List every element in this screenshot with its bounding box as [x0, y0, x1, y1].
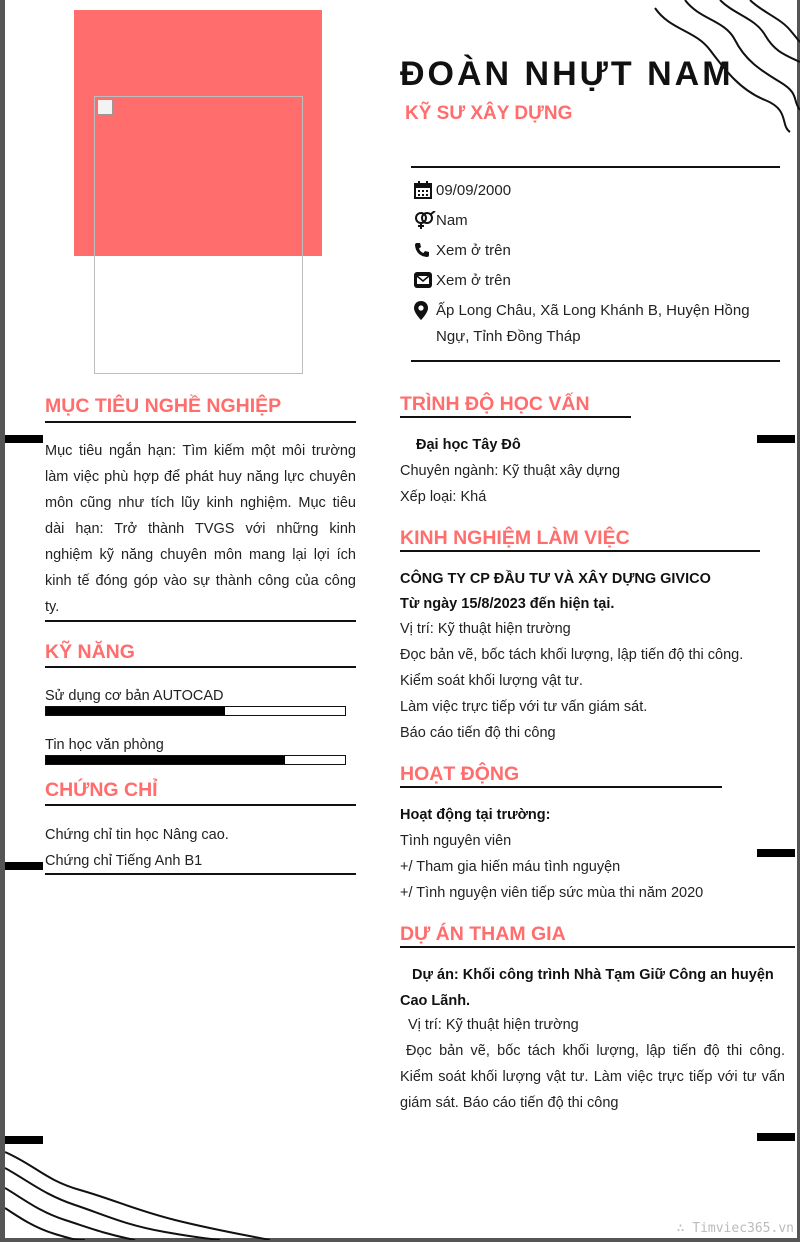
activities-heading: HOẠT ĐỘNG: [400, 763, 520, 785]
contact-birthdate: [414, 178, 754, 204]
decorative-bar: [5, 862, 43, 870]
divider: [400, 550, 760, 552]
objective-text: Mục tiêu ngắn hạn: Tìm kiếm một môi trường làm việc phù hợp để phát huy năng lực chuyên môn cũng như tích lũy kinh nghiệm. Mục tiêu dài hạn: Trở thành TVGS với những kinh nghiệm kỹ năng chuyên môn mang lại lợi ích kinh tế đóng góp vào sự thành công của công ty.: [45, 443, 356, 615]
skill-label: Sử dụng cơ bản AUTOCAD: [45, 688, 224, 704]
school-name: Đại học Tây Đô: [416, 437, 521, 453]
divider: [400, 946, 795, 948]
skills-heading: KỸ NĂNG: [45, 641, 135, 663]
education-rank: Xếp loại: Khá: [400, 489, 487, 505]
experience-line: Vị trí: Kỹ thuật hiện trường: [400, 621, 571, 637]
skill-bar-fill: [46, 756, 285, 764]
divider: [45, 873, 356, 875]
project-position: Vị trí: Kỹ thuật hiện trường: [408, 1017, 579, 1033]
divider: [45, 804, 356, 806]
contact-info: [414, 178, 754, 354]
contact-email: [414, 268, 754, 294]
watermark: ∴ Timviec365.vn: [676, 1221, 794, 1236]
experience-line: Đọc bản vẽ, bốc tách khối lượng, lập tiến độ thi công.: [400, 647, 744, 663]
experience-heading: KINH NGHIỆM LÀM VIỆC: [400, 527, 630, 549]
education-major: Chuyên ngành: Kỹ thuật xây dựng: [400, 463, 621, 479]
email-icon: [414, 269, 436, 291]
certificates-heading: CHỨNG CHỈ: [45, 779, 158, 801]
page-frame-left: [0, 0, 5, 1242]
objective-heading: MỤC TIÊU NGHỀ NGHIỆP: [45, 395, 282, 417]
decorative-bar: [757, 435, 795, 443]
work-period: Từ ngày 15/8/2023 đến hiện tại.: [400, 596, 615, 612]
experience-line: Làm việc trực tiếp với tư vấn giám sát.: [400, 699, 648, 715]
contact-phone: [414, 238, 754, 264]
gender-icon: [414, 209, 436, 231]
experience-line: Kiểm soát khối lượng vật tư.: [400, 673, 583, 689]
skill-bar: [45, 755, 346, 765]
address-value: Ấp Long Châu, Xã Long Khánh B, Huyện Hồng Ngự, Tỉnh Đồng Tháp: [436, 302, 750, 345]
decorative-bar: [5, 1136, 43, 1144]
company-name: CÔNG TY CP ĐẦU TƯ VÀ XÂY DỰNG GIVICO: [400, 571, 711, 587]
decorative-bar: [5, 435, 43, 443]
job-title: KỸ SƯ XÂY DỰNG: [405, 103, 573, 124]
activity-line: +/ Tình nguyện viên tiếp sức mùa thi năm 2020: [400, 885, 704, 901]
divider: [411, 360, 780, 362]
contact-address: [414, 298, 754, 350]
projects-heading: DỰ ÁN THAM GIA: [400, 923, 566, 945]
divider: [400, 416, 631, 418]
divider: [411, 166, 780, 168]
project-description: Đọc bản vẽ, bốc tách khối lượng, lập tiến độ thi công. Kiểm soát khối lượng vật tư. Làm việc trực tiếp với tư vấn giám sát. Báo cáo tiến độ thi công: [400, 1043, 785, 1111]
certificate-item: Chứng chỉ Tiếng Anh B1: [45, 853, 203, 869]
gender-value: Nam: [436, 212, 468, 229]
candidate-name: ĐOÀN NHỰT NAM: [400, 55, 734, 93]
decorative-waves-bottom: [5, 1150, 275, 1240]
calendar-icon: [414, 179, 436, 201]
skill-bar: [45, 706, 346, 716]
phone-value: Xem ở trên: [436, 242, 511, 259]
activity-line: +/ Tham gia hiến máu tình nguyện: [400, 859, 621, 875]
avatar: [94, 96, 303, 374]
skill-bar-fill: [46, 707, 225, 715]
education-heading: TRÌNH ĐỘ HỌC VẤN: [400, 393, 590, 415]
divider: [45, 620, 356, 622]
email-value: Xem ở trên: [436, 272, 511, 289]
divider: [400, 786, 722, 788]
activity-title: Hoạt động tại trường:: [400, 807, 551, 823]
divider: [45, 666, 356, 668]
decorative-bar: [757, 1133, 795, 1141]
decorative-bar: [757, 849, 795, 857]
certificate-item: Chứng chỉ tin học Nâng cao.: [45, 827, 229, 843]
project-title: Dự án: Khối công trình Nhà Tạm Giữ Công an huyện Cao Lãnh.: [400, 967, 774, 1009]
phone-icon: [414, 239, 436, 261]
activity-line: Tình nguyên viên: [400, 833, 512, 849]
birthdate-value: 09/09/2000: [436, 182, 512, 199]
location-icon: [414, 299, 436, 321]
skill-label: Tin học văn phòng: [45, 737, 164, 753]
divider: [45, 421, 356, 423]
contact-gender: [414, 208, 754, 234]
broken-image-icon: [97, 99, 113, 115]
experience-line: Báo cáo tiến độ thi công: [400, 725, 556, 741]
